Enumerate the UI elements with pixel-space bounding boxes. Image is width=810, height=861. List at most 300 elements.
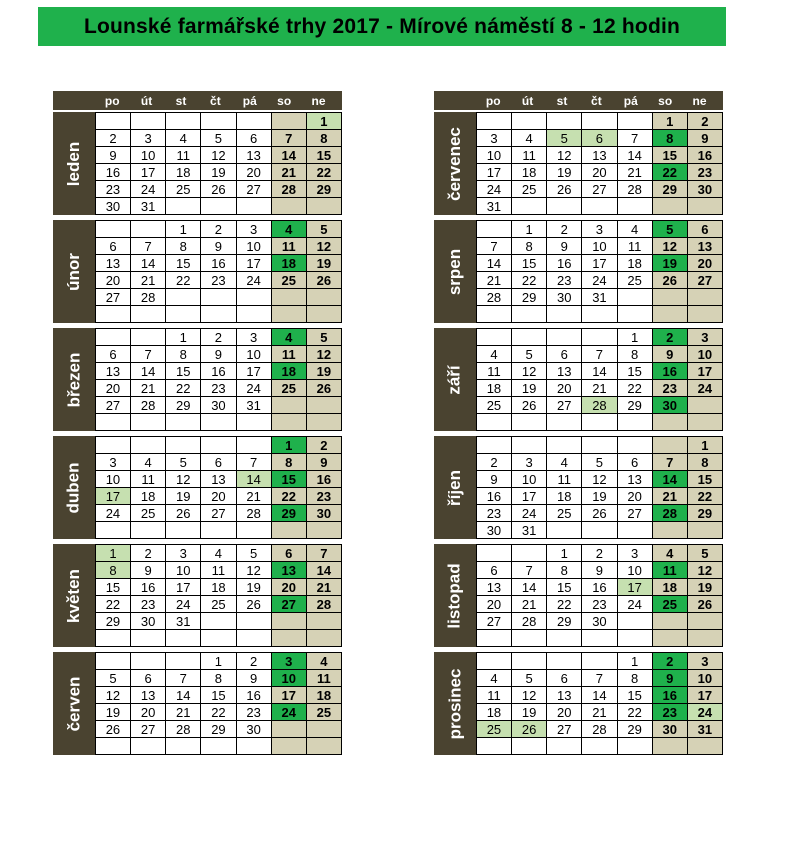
weekday-label: st (556, 93, 568, 108)
day-cell: 17 (582, 255, 617, 272)
day-cell: 19 (512, 704, 547, 721)
empty-cell (237, 630, 272, 647)
day-cell: 19 (688, 579, 723, 596)
day-cell: 4 (131, 454, 166, 471)
day-cell: 14 (512, 579, 547, 596)
day-cell: 22 (547, 596, 582, 613)
day-cell: 12 (96, 687, 131, 704)
empty-cell (688, 289, 723, 306)
day-cell: 4 (477, 670, 512, 687)
empty-cell (272, 397, 307, 414)
day-cell: 10 (512, 471, 547, 488)
day-cell: 15 (618, 687, 653, 704)
weekday-label: ne (692, 93, 707, 108)
day-cell: 21 (512, 596, 547, 613)
empty-cell (272, 113, 307, 130)
day-cell: 25 (618, 272, 653, 289)
day-cell: 5 (96, 670, 131, 687)
day-cell: 28 (272, 181, 307, 198)
day-cell: 8 (307, 130, 342, 147)
month-grid (476, 112, 723, 215)
day-cell: 9 (96, 147, 131, 164)
empty-cell (653, 437, 688, 454)
day-cell: 1 (512, 221, 547, 238)
empty-cell (166, 414, 201, 431)
day-cell: 1 (547, 545, 582, 562)
day-cell: 29 (653, 181, 688, 198)
empty-cell (477, 221, 512, 238)
day-cell: 14 (618, 147, 653, 164)
empty-cell (272, 289, 307, 306)
day-cell: 24 (618, 596, 653, 613)
day-cell: 18 (477, 704, 512, 721)
day-cell: 15 (201, 687, 236, 704)
empty-cell (547, 113, 582, 130)
empty-cell (96, 738, 131, 755)
day-cell: 1 (201, 653, 236, 670)
day-cell: 16 (96, 164, 131, 181)
empty-cell (96, 329, 131, 346)
day-cell: 17 (237, 363, 272, 380)
day-cell: 14 (307, 562, 342, 579)
day-cell: 30 (688, 181, 723, 198)
empty-cell (237, 306, 272, 323)
day-cell: 23 (653, 380, 688, 397)
day-cell: 21 (618, 164, 653, 181)
day-cell: 8 (512, 238, 547, 255)
day-cell: 4 (547, 454, 582, 471)
day-cell: 17 (237, 255, 272, 272)
month-name-label: červenec (444, 126, 464, 201)
month-name (434, 544, 476, 647)
day-cell: 15 (307, 147, 342, 164)
day-cell: 27 (201, 505, 236, 522)
day-cell: 17 (688, 687, 723, 704)
day-cell: 18 (131, 488, 166, 505)
day-cell: 10 (688, 670, 723, 687)
day-cell: 7 (653, 454, 688, 471)
day-cell: 28 (307, 596, 342, 613)
day-cell: 6 (477, 562, 512, 579)
day-cell: 10 (166, 562, 201, 579)
day-cell: 30 (582, 613, 617, 630)
weekday-label: pá (623, 93, 638, 108)
day-cell: 28 (237, 505, 272, 522)
day-cell: 7 (237, 454, 272, 471)
day-cell: 17 (477, 164, 512, 181)
day-cell: 27 (272, 596, 307, 613)
empty-cell (618, 738, 653, 755)
day-cell: 22 (618, 380, 653, 397)
empty-cell (512, 437, 547, 454)
month-grid (476, 328, 723, 431)
day-cell: 13 (688, 238, 723, 255)
day-cell: 29 (512, 289, 547, 306)
day-cell: 26 (688, 596, 723, 613)
empty-cell (237, 522, 272, 539)
day-cell: 3 (688, 329, 723, 346)
day-cell: 6 (201, 454, 236, 471)
day-cell: 4 (618, 221, 653, 238)
day-cell: 5 (307, 221, 342, 238)
day-cell: 25 (547, 505, 582, 522)
empty-cell (131, 414, 166, 431)
weekday-label: po (104, 93, 120, 108)
day-cell: 18 (618, 255, 653, 272)
day-cell: 7 (166, 670, 201, 687)
day-cell: 28 (131, 289, 166, 306)
day-cell: 21 (582, 380, 617, 397)
day-cell: 11 (131, 471, 166, 488)
empty-cell (166, 306, 201, 323)
day-cell: 24 (96, 505, 131, 522)
day-cell: 9 (582, 562, 617, 579)
day-cell: 31 (582, 289, 617, 306)
day-cell: 9 (653, 346, 688, 363)
day-cell: 22 (272, 488, 307, 505)
month-block (53, 544, 342, 647)
day-cell: 1 (618, 653, 653, 670)
empty-cell (688, 613, 723, 630)
day-cell: 4 (166, 130, 201, 147)
empty-cell (96, 630, 131, 647)
day-cell: 14 (477, 255, 512, 272)
day-cell: 30 (477, 522, 512, 539)
day-cell: 19 (307, 255, 342, 272)
empty-cell (547, 198, 582, 215)
day-cell: 12 (547, 147, 582, 164)
day-cell: 23 (96, 181, 131, 198)
day-cell: 6 (237, 130, 272, 147)
month-name (434, 328, 476, 431)
empty-cell (166, 437, 201, 454)
day-cell: 19 (96, 704, 131, 721)
month-grid (95, 436, 342, 539)
day-cell: 26 (547, 181, 582, 198)
day-cell: 20 (96, 380, 131, 397)
month-grid (95, 652, 342, 755)
day-cell: 30 (653, 397, 688, 414)
day-cell: 29 (201, 721, 236, 738)
day-cell: 20 (582, 164, 617, 181)
day-cell: 27 (582, 181, 617, 198)
empty-cell (237, 738, 272, 755)
day-cell: 10 (237, 346, 272, 363)
empty-cell (618, 198, 653, 215)
empty-cell (512, 329, 547, 346)
day-cell: 26 (96, 721, 131, 738)
day-cell: 28 (618, 181, 653, 198)
day-cell: 31 (131, 198, 166, 215)
calendar-column-right (434, 91, 723, 755)
day-cell: 2 (547, 221, 582, 238)
day-cell: 28 (477, 289, 512, 306)
weekday-header (434, 91, 723, 110)
day-cell: 31 (237, 397, 272, 414)
empty-cell (618, 306, 653, 323)
day-cell: 20 (688, 255, 723, 272)
empty-cell (166, 289, 201, 306)
day-cell: 25 (131, 505, 166, 522)
day-cell: 19 (307, 363, 342, 380)
day-cell: 20 (272, 579, 307, 596)
day-cell: 28 (131, 397, 166, 414)
day-cell: 8 (166, 346, 201, 363)
empty-cell (547, 653, 582, 670)
day-cell: 16 (688, 147, 723, 164)
day-cell: 1 (166, 329, 201, 346)
empty-cell (477, 653, 512, 670)
day-cell: 5 (512, 346, 547, 363)
day-cell: 14 (131, 255, 166, 272)
day-cell: 22 (688, 488, 723, 505)
month-name-label: září (444, 364, 464, 395)
weekday-label: pá (242, 93, 257, 108)
day-cell: 15 (272, 471, 307, 488)
day-cell: 7 (582, 346, 617, 363)
weekday-label: út (521, 93, 534, 108)
empty-cell (618, 522, 653, 539)
empty-cell (201, 630, 236, 647)
day-cell: 16 (201, 363, 236, 380)
day-cell: 15 (166, 363, 201, 380)
day-cell: 9 (688, 130, 723, 147)
day-cell: 15 (96, 579, 131, 596)
day-cell: 6 (582, 130, 617, 147)
weekday-label: po (485, 93, 501, 108)
empty-cell (477, 306, 512, 323)
empty-cell (582, 329, 617, 346)
empty-cell (272, 414, 307, 431)
empty-cell (272, 613, 307, 630)
day-cell: 2 (131, 545, 166, 562)
empty-cell (547, 630, 582, 647)
month-grid (95, 112, 342, 215)
empty-cell (477, 545, 512, 562)
day-cell: 28 (512, 613, 547, 630)
day-cell: 21 (237, 488, 272, 505)
day-cell: 12 (237, 562, 272, 579)
day-cell: 24 (688, 704, 723, 721)
empty-cell (166, 653, 201, 670)
day-cell: 9 (201, 238, 236, 255)
empty-cell (547, 306, 582, 323)
day-cell: 14 (582, 687, 617, 704)
day-cell: 18 (272, 255, 307, 272)
day-cell: 7 (618, 130, 653, 147)
day-cell: 20 (547, 380, 582, 397)
day-cell: 19 (582, 488, 617, 505)
day-cell: 13 (547, 687, 582, 704)
day-cell: 2 (582, 545, 617, 562)
empty-cell (477, 329, 512, 346)
day-cell: 27 (237, 181, 272, 198)
day-cell: 3 (477, 130, 512, 147)
day-cell: 3 (96, 454, 131, 471)
day-cell: 25 (166, 181, 201, 198)
month-name (53, 652, 95, 755)
month-name-label: leden (63, 141, 83, 186)
day-cell: 6 (547, 670, 582, 687)
day-cell: 12 (653, 238, 688, 255)
day-cell: 29 (547, 613, 582, 630)
day-cell: 21 (653, 488, 688, 505)
day-cell: 16 (307, 471, 342, 488)
month-block (53, 112, 342, 215)
day-cell: 22 (201, 704, 236, 721)
day-cell: 21 (166, 704, 201, 721)
day-cell: 23 (201, 272, 236, 289)
day-cell: 24 (166, 596, 201, 613)
month-name-label: říjen (444, 469, 464, 506)
empty-cell (582, 738, 617, 755)
calendar-column-left (53, 91, 342, 755)
empty-cell (201, 414, 236, 431)
day-cell: 11 (547, 471, 582, 488)
empty-cell (477, 437, 512, 454)
day-cell: 9 (201, 346, 236, 363)
day-cell: 18 (166, 164, 201, 181)
empty-cell (237, 113, 272, 130)
day-cell: 8 (618, 346, 653, 363)
month-name-label: prosinec (444, 668, 464, 739)
day-cell: 8 (688, 454, 723, 471)
empty-cell (477, 113, 512, 130)
month-name (434, 436, 476, 539)
empty-cell (307, 289, 342, 306)
empty-cell (653, 630, 688, 647)
day-cell: 8 (653, 130, 688, 147)
day-cell: 24 (272, 704, 307, 721)
month-name-label: květen (63, 568, 83, 623)
empty-cell (618, 113, 653, 130)
month-block (434, 652, 723, 755)
day-cell: 11 (166, 147, 201, 164)
day-cell: 17 (166, 579, 201, 596)
page-title: Lounské farmářské trhy 2017 - Mírové náměstí 8 - 12 hodin (38, 7, 726, 46)
day-cell: 25 (512, 181, 547, 198)
day-cell: 6 (618, 454, 653, 471)
empty-cell (582, 113, 617, 130)
day-cell: 8 (96, 562, 131, 579)
empty-cell (512, 738, 547, 755)
day-cell: 23 (582, 596, 617, 613)
day-cell: 21 (131, 380, 166, 397)
day-cell: 18 (307, 687, 342, 704)
day-cell: 5 (201, 130, 236, 147)
day-cell: 12 (307, 238, 342, 255)
empty-cell (582, 653, 617, 670)
empty-cell (272, 522, 307, 539)
month-name-label: listopad (444, 562, 464, 629)
empty-cell (653, 306, 688, 323)
day-cell: 31 (512, 522, 547, 539)
empty-cell (618, 289, 653, 306)
empty-cell (96, 221, 131, 238)
day-cell: 24 (237, 272, 272, 289)
month-name (53, 220, 95, 323)
empty-cell (582, 306, 617, 323)
empty-cell (653, 289, 688, 306)
empty-cell (166, 113, 201, 130)
day-cell: 23 (307, 488, 342, 505)
day-cell: 2 (477, 454, 512, 471)
day-cell: 8 (272, 454, 307, 471)
day-cell: 29 (272, 505, 307, 522)
month-block (53, 652, 342, 755)
day-cell: 28 (582, 397, 617, 414)
empty-cell (96, 653, 131, 670)
empty-cell (307, 721, 342, 738)
day-cell: 14 (582, 363, 617, 380)
day-cell: 2 (201, 329, 236, 346)
month-name-label: únor (63, 252, 83, 291)
day-cell: 3 (688, 653, 723, 670)
month-block (434, 220, 723, 323)
day-cell: 30 (96, 198, 131, 215)
day-cell: 19 (166, 488, 201, 505)
empty-cell (653, 198, 688, 215)
empty-cell (272, 306, 307, 323)
empty-cell (582, 630, 617, 647)
day-cell: 10 (272, 670, 307, 687)
day-cell: 4 (512, 130, 547, 147)
empty-cell (582, 522, 617, 539)
day-cell: 25 (201, 596, 236, 613)
weekday-label: st (175, 93, 187, 108)
empty-cell (201, 306, 236, 323)
day-cell: 13 (96, 363, 131, 380)
day-cell: 20 (547, 704, 582, 721)
day-cell: 18 (547, 488, 582, 505)
day-cell: 11 (272, 238, 307, 255)
empty-cell (688, 306, 723, 323)
empty-cell (96, 522, 131, 539)
day-cell: 13 (96, 255, 131, 272)
empty-cell (131, 329, 166, 346)
day-cell: 24 (477, 181, 512, 198)
day-cell: 21 (307, 579, 342, 596)
day-cell: 6 (131, 670, 166, 687)
day-cell: 13 (272, 562, 307, 579)
day-cell: 22 (96, 596, 131, 613)
day-cell: 3 (272, 653, 307, 670)
empty-cell (688, 414, 723, 431)
empty-cell (201, 289, 236, 306)
month-block (53, 436, 342, 539)
day-cell: 27 (96, 397, 131, 414)
day-cell: 28 (166, 721, 201, 738)
day-cell: 1 (688, 437, 723, 454)
empty-cell (653, 522, 688, 539)
day-cell: 13 (131, 687, 166, 704)
weekday-label: so (277, 93, 292, 108)
month-name (53, 544, 95, 647)
empty-cell (201, 613, 236, 630)
day-cell: 12 (512, 363, 547, 380)
empty-cell (547, 522, 582, 539)
day-cell: 12 (201, 147, 236, 164)
empty-cell (307, 414, 342, 431)
day-cell: 30 (307, 505, 342, 522)
month-grid (476, 652, 723, 755)
month-grid (476, 436, 723, 539)
day-cell: 5 (512, 670, 547, 687)
empty-cell (237, 437, 272, 454)
day-cell: 26 (512, 721, 547, 738)
day-cell: 10 (131, 147, 166, 164)
day-cell: 18 (201, 579, 236, 596)
